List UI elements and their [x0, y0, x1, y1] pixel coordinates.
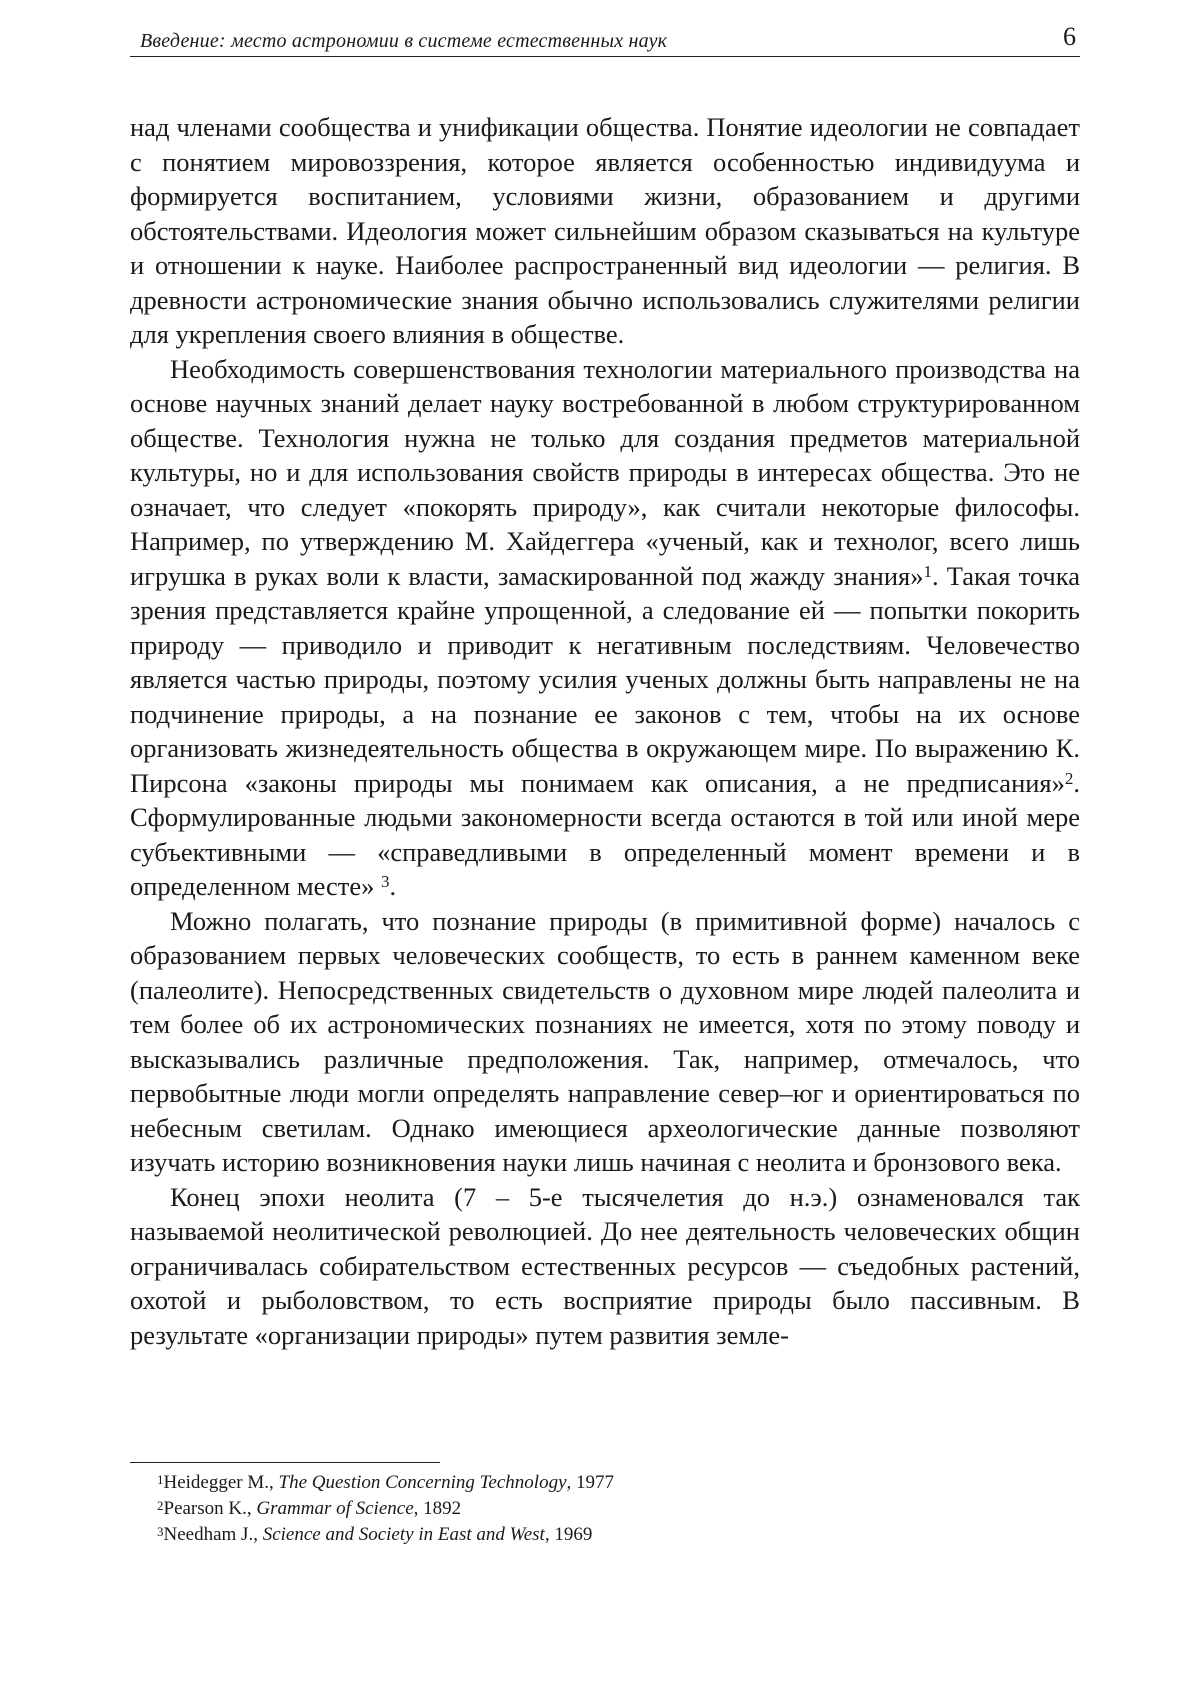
paragraph-text: Необходимость совершенствования технологии материального производства на основе научных знаний делает науку востребованной в любом структурированном обществе. Технология нужна не только для создания предметов материальной культуры, но и для использования свойств природы в интересах общества. Это не означает, что следует «покорять природу», как считали некоторые философы. Например, по утверждению М. Хайдеггера «ученый, как и технолог, всего лишь игрушка в руках воли к власти, замаскированной под жажду знания»	[130, 353, 1080, 591]
footnote-author: Heidegger M.,	[163, 1472, 279, 1493]
footnote-mark: 1	[157, 1471, 164, 1487]
footnote-author: Needham J.,	[163, 1524, 263, 1545]
footnote-1	[157, 1470, 1057, 1496]
paragraph-2	[130, 352, 1080, 904]
footnote-year: , 1969	[544, 1524, 593, 1545]
footnote-3	[157, 1522, 1057, 1548]
paragraph-text: .	[389, 871, 397, 901]
footnotes	[157, 1470, 1057, 1548]
footnote-author: Pearson K.,	[163, 1498, 257, 1519]
paragraph-1	[130, 110, 1080, 352]
paragraph-text: Конец эпохи неолита (7 – 5-е тысячелетия до н.э.) ознаменовался так называемой неолитической революцией. До нее деятельность человеческих общин ограничивалась собирательством естественных ресурсов — съедобных растений, охотой и рыболовством, то есть восприятие природы было пассивным. В результате «организации природы» путем развития земле-	[130, 1181, 1080, 1350]
footnote-mark: 3	[157, 1523, 164, 1539]
footnote-divider	[130, 1462, 440, 1463]
running-title: Введение: место астрономии в системе естественных наук	[140, 30, 668, 52]
footnote-title: Grammar of Science	[256, 1498, 414, 1519]
footnote-ref-2[interactable]: 2	[1064, 768, 1074, 788]
footnote-ref-1[interactable]: 1	[923, 561, 932, 581]
footnote-ref-3[interactable]: 3	[381, 872, 390, 892]
footnote-year: , 1892	[413, 1498, 462, 1519]
paragraph-text: . Такая точка зрения представляется крайне упрощенной, а следование ей — попытки покорить природу — приводило и приводит к негативным последствиям. Человечество является частью природы, поэтому усилия ученых должны быть направлены не на подчинение природы, а на познание ее законов с тем, чтобы на их основе организовать жизнедеятельность общества в окружающем мире. По выражению К. Пирсона «законы природы мы понимаем как описания, а не предписания»	[130, 560, 1080, 798]
paragraph-4	[130, 1180, 1080, 1353]
running-header	[130, 22, 1080, 57]
page-number: 6	[1063, 22, 1076, 51]
footnote-mark: 2	[157, 1497, 164, 1513]
footnote-2	[157, 1496, 1057, 1522]
paragraph-text: Можно полагать, что познание природы (в примитивной форме) началось с образованием первых человеческих сообществ, то есть в раннем каменном веке (палеолите). Непосредственных свидетельств о духовном мире людей палеолита и тем более об их астрономических познаниях не имеется, хотя по этому поводу и высказывались различные предположения. Так, например, отмечалось, что первобытные люди могли определять направление север–юг и ориентироваться по небесным светилам. Однако имеющиеся археологические данные позволяют изучать историю возникновения науки лишь начиная с неолита и бронзового века.	[130, 905, 1080, 1177]
footnote-title: The Question Concerning Technology	[278, 1472, 567, 1493]
paragraph-text: . Сформулированные людьми закономерности всегда остаются в той или иной мере субъективными — «справедливыми в определенный момент времени и в определенном месте»	[130, 767, 1080, 901]
body-text	[130, 110, 1080, 1352]
paragraph-text: над членами сообщества и унификации общества. Понятие идеологии не совпадает с понятием мировоззрения, которое является особенностью индивидуума и формируется воспитанием, условиями жизни, образованием и другими обстоятельствами. Идеология может сильнейшим образом сказываться на культуре и отношении к науке. Наиболее распространенный вид идеологии — религия. В древности астрономические знания обычно использовались служителями религии для укрепления своего влияния в обществе.	[130, 112, 1080, 349]
footnote-title: Science and Society in East and West	[262, 1524, 545, 1545]
document-page	[130, 0, 1080, 1697]
paragraph-3	[130, 904, 1080, 1180]
footnote-year: , 1977	[566, 1472, 614, 1493]
